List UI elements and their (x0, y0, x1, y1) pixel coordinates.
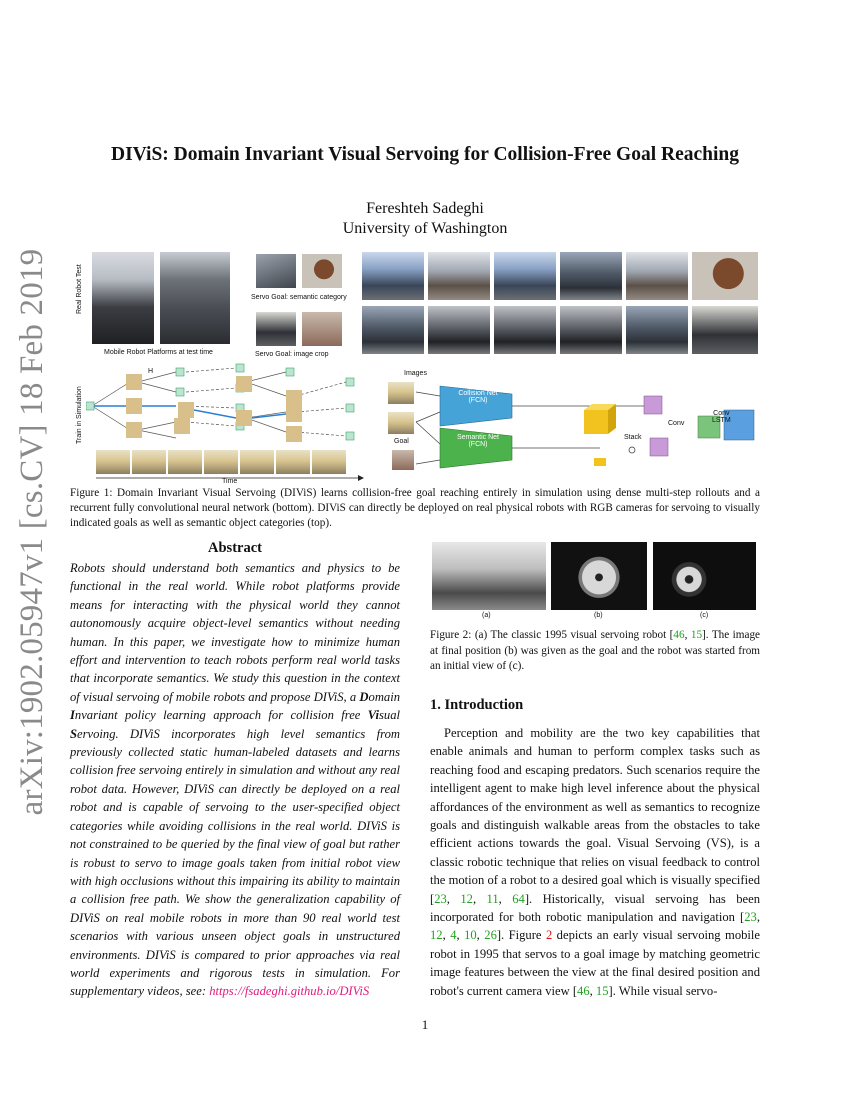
introduction-heading: 1. Introduction (430, 697, 524, 713)
intro-text: Perception and mobility are the two key capabilities that enable animals and human to perform complex tasks such as reaching food and escaping predators. Such scenarios require the intelligent agent to make high level inference about the physical affordances of the environment as well as semantics to recognize goals and distinguish walkable areas from the obstacles to take efficient actions towards the goal. Visual Servoing (VS), is a classic robotic technique that relies on visual feedback to control the motion of a robot to a desired goal which is visually specified [ (430, 726, 760, 906)
figure-2c-photo (653, 542, 756, 610)
servo-sequence-frame (494, 252, 556, 300)
intro-text: ]. Figure (496, 928, 546, 943)
conv-lstm-sub: LSTM (712, 417, 731, 424)
conv-label: Conv (668, 420, 685, 427)
abstract-emph: I (70, 708, 75, 723)
abstract-text: ervoing. DIViS incorporates high level semantics from previously collected static human-labeled datasets and learns collision free servoing entirely in simulation and without any real robot data. However, DIViS can directly be deployed on a real robot and is capable of servoing to the user-specified object categories while avoiding collisions in the real world. DIViS is not constrained to be queried by the final view of goal but rather is robust to servo to image goals taken from initial robot view with high occlusions without this impairing its ability to maintain a collision free path. We show the generalization capability of DIViS on real mobile robots in more than 90 real world test scenarios with various unseen object goals in unstructured environments. DIViS is compared to prior approaches via real world experiments and rigorous tests in simulation. For supplementary videos, see: (70, 726, 400, 999)
goal-label: Goal (394, 438, 409, 445)
citation-link[interactable]: 12 (430, 928, 443, 943)
servo-sequence-frame (362, 306, 424, 354)
figure-1 (72, 246, 762, 486)
servo-goal-photo-2 (302, 254, 342, 288)
servo-crop-label: Servo Goal: image crop (255, 351, 329, 358)
semantic-net-sub: (FCN) (468, 441, 488, 448)
servo-sequence-frame (626, 306, 688, 354)
images-label: Images (404, 370, 427, 377)
figure-2a-label: (a) (482, 612, 491, 619)
figure-2-caption (430, 628, 760, 675)
abstract-text: nvariant policy learning approach for collision free (74, 708, 368, 723)
abstract-body (70, 559, 400, 1001)
semantic-net-label (452, 434, 504, 448)
figure-2b-photo (551, 542, 647, 610)
servo-sequence-frame (494, 306, 556, 354)
citation-link[interactable]: 46 (577, 983, 590, 998)
rollout-tree-diagram (86, 362, 366, 448)
figure-2a-photo (432, 542, 546, 610)
citation-link[interactable]: 23 (744, 910, 757, 925)
abstract-text: omain (368, 689, 400, 704)
time-label: Time (222, 478, 238, 485)
sim-frame (204, 450, 238, 474)
supplementary-link[interactable]: https://fsadeghi.github.io/DIViS (209, 984, 370, 999)
sim-frame (96, 450, 130, 474)
servo-sequence-frame (362, 252, 424, 300)
conv-lstm-title: Conv (713, 410, 730, 417)
abstract-text: Robots should understand both semantics and physics to be functional in the real world. While robot platforms provide means for interacting with the physical world they cannot autonomously acquire object-level semantics without needing human. In this paper, we investigate how to minimize human effort and intervention to teach robots perform real world tasks that incorporate semantics. We study this question in the context of visual servoing of mobile robots and propose DIViS, a (70, 561, 400, 704)
page-number: 1 (421, 1017, 429, 1032)
fig2-caption-text: Figure 2: (a) The classic 1995 visual servoing robot [ (430, 629, 674, 641)
figure-ref-link[interactable]: 2 (545, 928, 553, 943)
conv-lstm-label (712, 410, 731, 424)
citation-link[interactable]: 46 (673, 629, 685, 641)
abstract-emph: D (359, 689, 369, 704)
intro-text: depicts an early visual servoing mobile robot in 1995 that servos to a goal image by matching geometric image features between the view at the final desired position and robot's current camera view [ (430, 928, 761, 998)
author-affiliation: University of Washington (342, 220, 508, 237)
citation-link[interactable]: 12 (460, 891, 473, 906)
servo-semantic-label: Servo Goal: semantic category (251, 294, 347, 301)
citation-link[interactable]: 15 (595, 983, 609, 998)
author-block (70, 199, 780, 239)
fig2-caption-text: , (684, 629, 691, 641)
sim-frame (168, 450, 202, 474)
abstract-text: sual (379, 708, 400, 723)
fig2-caption-text: ]. The image at final position (b) was given as the goal and the robot was started from an initial view of (c). (430, 629, 761, 672)
network-diagram (372, 366, 762, 486)
paper-title: DIViS: Domain Invariant Visual Servoing for Collision-Free Goal Reaching (111, 144, 739, 165)
citation-link[interactable]: 10 (464, 928, 477, 943)
sim-frame (312, 450, 346, 474)
servo-sequence-frame (692, 252, 758, 300)
figure-2 (432, 542, 757, 622)
servo-sequence-frame (560, 252, 622, 300)
arxiv-stamp: arXiv:1902.05947v1 [cs.CV] 18 Feb 2019 (14, 248, 50, 816)
introduction-body: Perception and mobility are the two key capabilities that enable animals and human to perform complex tasks such as reaching food and escaping predators. Such scenarios require the intelligent agent to make high level inference about the physical affordances of the environment as well as semantics to recognize goals and distinguish walkable areas from the obstacles to take efficient actions towards the goal. Visual Servoing (VS), is a classic robotic technique that relies on visual feedback to control the motion of a robot to a desired goal which is visually specified [23, 12, 11, 64]. Historically, visual servoing has been incorporated for both robotic manipulation and navigation [23, 12, 4, 10, 26]. Figure 2 depicts an early visual servoing mobile robot in 1995 that servos to a goal image by matching geometric image features between the view at the final desired position and robot's current camera view [46, 15]. While visual servo- (430, 726, 761, 998)
servo-sequence-frame (626, 252, 688, 300)
platforms-label: Mobile Robot Platforms at test time (104, 349, 213, 356)
servo-goal-photo-1 (256, 254, 296, 288)
citation-link[interactable]: 23 (434, 891, 447, 906)
servo-sequence-frame (428, 252, 490, 300)
figure-2b-label: (b) (594, 612, 603, 619)
robot-platform-photo-2 (160, 252, 230, 344)
servo-sequence-frame (428, 306, 490, 354)
train-sim-label: Train in Simulation (76, 386, 83, 444)
stack-label: Stack (624, 434, 642, 441)
sim-frame (240, 450, 274, 474)
citation-link[interactable]: 26 (484, 928, 497, 943)
intro-text: ]. Historically, visual servoing has been incorporated for both robotic manipulation and navigation [ (430, 891, 761, 925)
servo-sequence-frame (692, 306, 758, 354)
author-name: Fereshteh Sadeghi (366, 200, 484, 217)
collision-net-sub: (FCN) (468, 397, 488, 404)
citation-link[interactable]: 11 (486, 891, 499, 906)
figure-2c-label: (c) (700, 612, 709, 619)
sim-frame (276, 450, 310, 474)
servo-goal-photo-3 (256, 312, 296, 346)
robot-platform-photo-1 (92, 252, 154, 344)
abstract-emph: Vi (367, 708, 379, 723)
servo-sequence-frame (560, 306, 622, 354)
h-label: H (148, 368, 154, 375)
intro-text: ]. While visual servo- (608, 983, 718, 998)
real-robot-test-label: Real Robot Test (76, 264, 83, 314)
collision-net-label (452, 390, 504, 404)
servo-goal-photo-4 (302, 312, 342, 346)
figure-1-caption: Figure 1: Domain Invariant Visual Servoing (DIViS) learns collision-free goal reaching entirely in simulation using dense multi-step rollouts and a recurrent fully convolutional neural network (bottom). DIViS can directly be deployed on real physical robots with RGB cameras for servoing to visually indicated goals as well as semantic object categories (top). (70, 487, 760, 529)
citation-link[interactable]: 64 (512, 891, 525, 906)
citation-link[interactable]: 15 (690, 629, 703, 641)
abstract-heading: Abstract (208, 540, 262, 556)
abstract-emph: S (70, 726, 78, 741)
sim-frame (132, 450, 166, 474)
collision-net-title: Collision Net (458, 390, 498, 397)
semantic-net-title: Semantic Net (456, 434, 500, 441)
citation-link[interactable]: 4 (450, 928, 457, 943)
